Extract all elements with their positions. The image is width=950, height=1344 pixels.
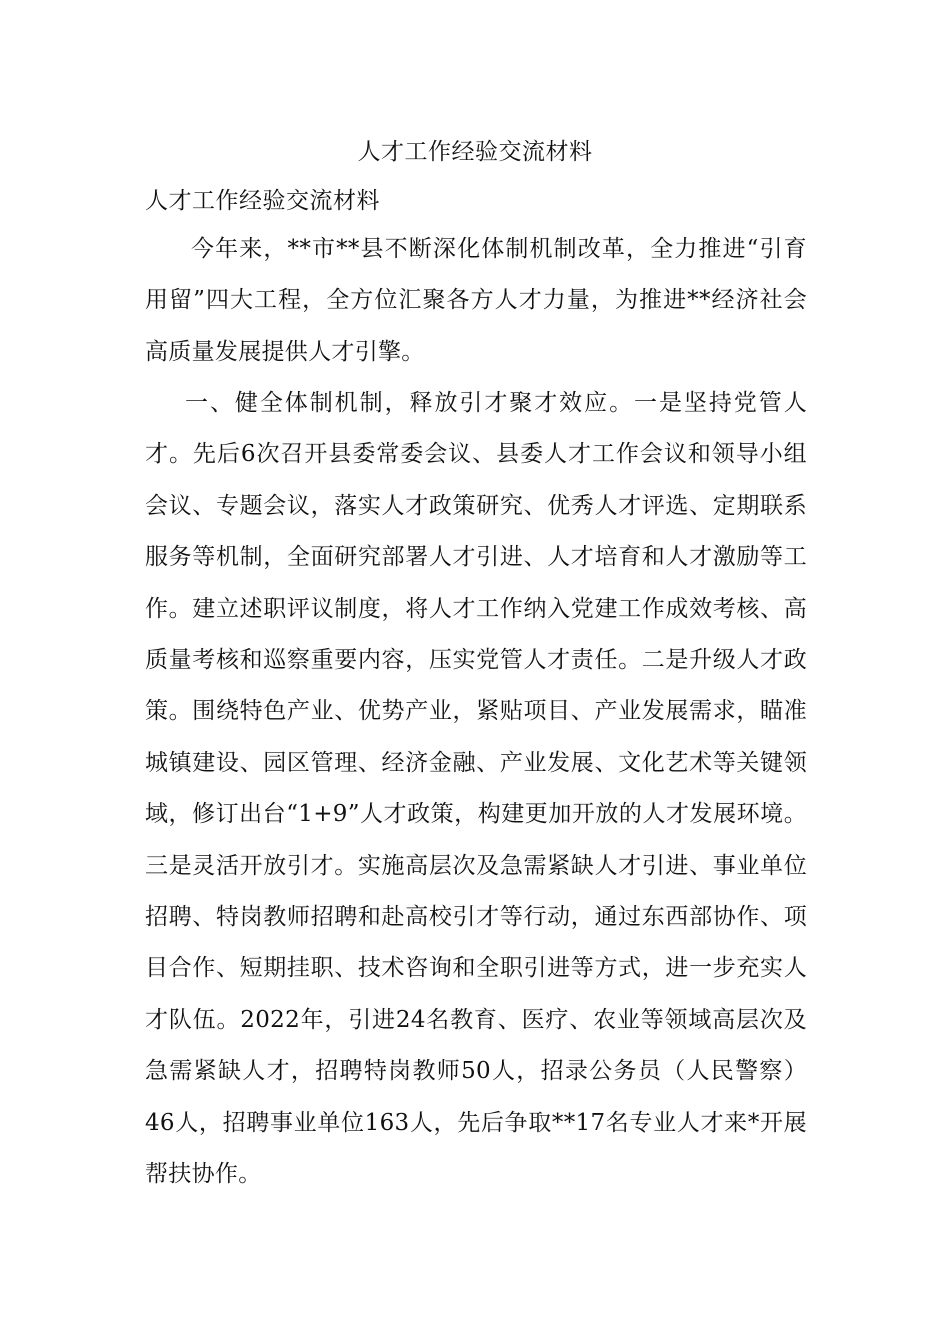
paragraph-section-one: 一、健全体制机制，释放引才聚才效应。一是坚持党管人才。先后6次召开县委常委会议、县委人才工作会议和领导小组会议、专题会议，落实人才政策研究、优秀人才评选、定期联系服务等机制，全面研究部署人才引进、人才培育和人才激励等工作。建立述职评议制度，将人才工作纳入党建工作成效考核、高质量考核和巡察重要内容，压实党管人才责任。二是升级人才政策。围绕特色产业、优势产业，紧贴项目、产业发展需求，瞄准城镇建设、园区管理、经济金融、产业发展、文化艺术等关键领域，修订出台“1+9”人才政策，构建更加开放的人才发展环境。三是灵活开放引才。实施高层次及急需紧缺人才引进、事业单位招聘、特岗教师招聘和赴高校引才等行动，通过东西部协作、项目合作、短期挂职、技术咨询和全职引进等方式，进一步充实人才队伍。2022年，引进24名教育、医疗、农业等领域高层次及急需紧缺人才，招聘特岗教师50人，招录公务员（人民警察）46人，招聘事业单位163人，先后争取**17名专业人才来*开展帮扶协作。: [145, 390, 807, 1188]
paragraph-intro: 今年来，**市**县不断深化体制机制改革，全力推进“引育用留”四大工程，全方位汇聚各方人才力量，为推进**经济社会高质量发展提供人才引擎。: [145, 236, 807, 365]
document-subtitle: 人才工作经验交流材料: [145, 188, 380, 214]
document-title: 人才工作经验交流材料: [357, 139, 593, 165]
